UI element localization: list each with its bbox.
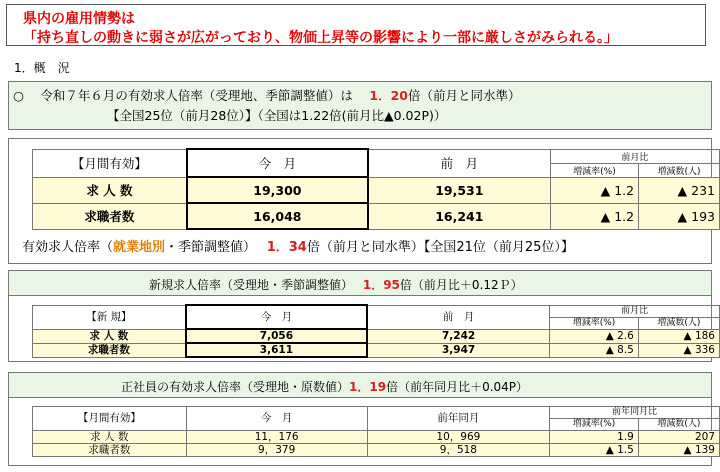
rate-value: 1.9 <box>550 431 639 444</box>
workplace-label: 有効求人倍率（ <box>22 240 114 255</box>
subheader-cell: 増減数(人) <box>638 419 719 431</box>
new-ratio-text <box>149 276 523 293</box>
subheader-cell: 増減率(%) <box>550 317 639 329</box>
new-table <box>32 304 720 358</box>
fulltime-ratio-rest: 倍（前年同月比＋0.04P） <box>386 380 529 394</box>
current-value: 3,611 <box>186 343 367 357</box>
new-ratio-rest: 倍（前月比＋0.12Ｐ） <box>399 278 523 292</box>
new-ratio-label: 新規求人倍率（受理地・季節調整値） <box>149 278 348 292</box>
current-value: 7,056 <box>186 329 367 343</box>
subheader-cell: 増減率(%) <box>550 419 639 431</box>
fulltime-ratio-value: 1．19 <box>349 380 387 394</box>
summary-line-1 <box>13 86 521 104</box>
header-cell: 今 月 <box>186 407 367 431</box>
workplace-label-2: ・季節調整値） <box>165 240 250 255</box>
header-cell: 前年同月 <box>367 407 550 431</box>
header-cell: 前 月 <box>367 305 550 329</box>
workplace-rest: 倍（前月と同水準）【全国21位（前月25位）】 <box>306 240 574 255</box>
summary-line-2: 【全国25位（前月28位）】（全国は1.22倍(前月比▲0.02P)） <box>107 108 447 123</box>
workplace-ratio-line <box>22 236 574 255</box>
bullet: ○ <box>13 88 24 103</box>
section-title: 1．概 況 <box>14 61 70 75</box>
header-cell: 前 月 <box>368 149 550 177</box>
previous-value: 10，969 <box>367 431 550 444</box>
new-ratio-value: 1．95 <box>362 278 400 292</box>
rate-value: ▲ 1.2 <box>550 203 638 229</box>
subheader-cell: 増減率(%) <box>550 163 638 177</box>
header-cell: 【新 規】 <box>33 305 186 329</box>
fulltime-ratio-label: 正社員の有効求人倍率（受理地・原数値） <box>121 380 350 394</box>
workplace-value: 1．34 <box>266 240 307 255</box>
subheader-cell: 増減数(人) <box>639 163 720 177</box>
count-value: ▲ 336 <box>638 343 719 357</box>
current-value: 9，379 <box>186 444 367 457</box>
row-label: 求職者数 <box>33 444 187 457</box>
previous-value: 19,531 <box>368 177 550 203</box>
row-label: 求 人 数 <box>33 177 187 203</box>
rate-value: ▲ 1.2 <box>550 177 638 203</box>
headline-summary: 「持ち直しの動きに弱さが広がっており、物価上昇等の影響により一部に厳しさがみられる。」 <box>23 30 618 46</box>
rate-value: ▲ 8.5 <box>550 343 639 357</box>
headline-title: 県内の雇用情勢は <box>23 11 135 27</box>
new-ratio-panel <box>8 270 712 296</box>
summary-text-after: 倍（前月と同水準） <box>408 88 521 103</box>
header-cell: 今 月 <box>186 305 367 329</box>
current-value: 19,300 <box>187 177 368 203</box>
header-cell: 【月間有効】 <box>33 149 187 177</box>
fulltime-ratio-text <box>121 378 528 395</box>
header-cell: 今 月 <box>187 149 368 177</box>
previous-value: 7,242 <box>367 329 550 343</box>
count-value: 207 <box>638 431 719 444</box>
row-label: 求職者数 <box>33 203 187 229</box>
headline-box <box>6 4 706 46</box>
count-value: ▲ 193 <box>639 203 720 229</box>
header-cell: 前月比 <box>550 149 719 163</box>
summary-ratio: 1．20 <box>369 88 408 103</box>
summary-text: 令和７年６月の有効求人倍率（受理地、季節調整値）は <box>40 88 353 103</box>
header-cell: 前年同月比 <box>550 407 720 419</box>
rate-value: ▲ 2.6 <box>550 329 639 343</box>
count-value: ▲ 139 <box>638 444 719 457</box>
monthly-table <box>32 148 720 230</box>
row-label: 求 人 数 <box>33 329 186 343</box>
current-value: 16,048 <box>187 203 368 229</box>
fulltime-ratio-panel <box>8 372 712 398</box>
row-label: 求職者数 <box>33 343 186 357</box>
row-label: 求 人 数 <box>33 431 187 444</box>
fulltime-table <box>32 406 720 457</box>
rate-value: ▲ 1.5 <box>550 444 639 457</box>
current-value: 11，176 <box>186 431 367 444</box>
previous-value: 3,947 <box>367 343 550 357</box>
subheader-cell: 増減数(人) <box>638 317 719 329</box>
count-value: ▲ 186 <box>638 329 719 343</box>
header-cell: 【月間有効】 <box>33 407 187 431</box>
workplace-highlight: 就業地別 <box>113 240 166 255</box>
header-cell: 前月比 <box>550 305 720 317</box>
previous-value: 16,241 <box>368 203 550 229</box>
count-value: ▲ 231 <box>639 177 720 203</box>
previous-value: 9，518 <box>367 444 550 457</box>
summary-panel <box>8 81 712 130</box>
